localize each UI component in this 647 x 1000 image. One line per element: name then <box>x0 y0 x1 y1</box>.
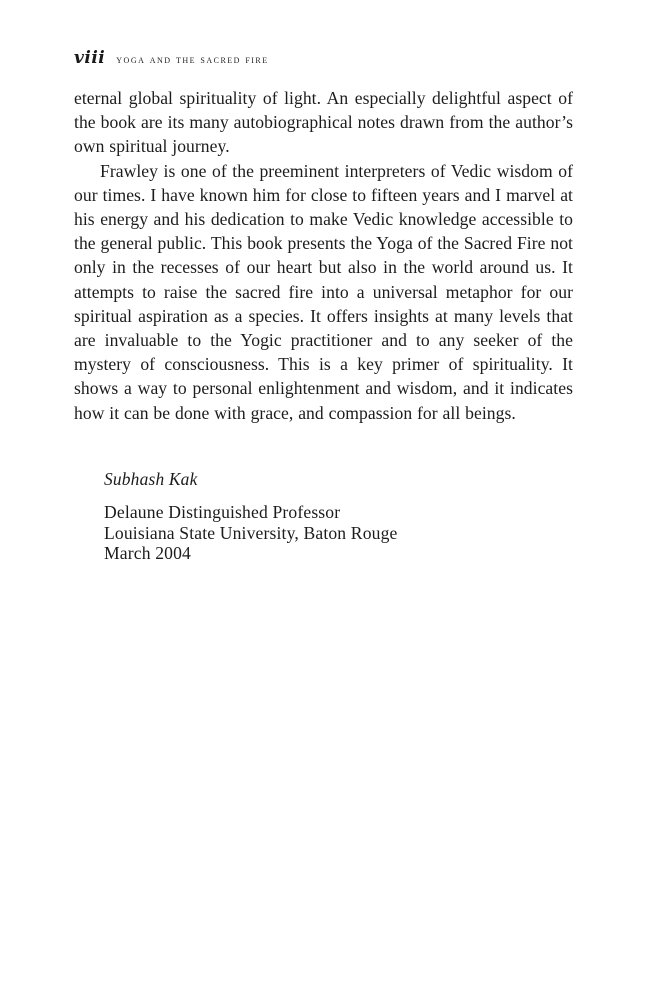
signature-line-title: Delaune Distinguished Professor <box>104 502 341 522</box>
signature-author-name: Subhash Kak <box>104 469 198 489</box>
paragraph-frawley: Frawley is one of the preeminent interpreters of Vedic wisdom of our times. I have known him for close to fifteen years and I marvel at his energy and his dedication to make Vedic knowledge accessible to the general public. This book presents the Yoga of the Sacred Fire not only in the recesses of our heart but also in the world around us. It attempts to raise the sacred fire into a universal metaphor for our spiritual aspiration as a species. It offers insights at many levels that are invaluable to the Yogic practitioner and to any seeker of the mystery of consciousness. This is a key primer of spirituality. It shows a way to personal enlightenment and wisdom, and it indicates how it can be done with grace, and compassion for all beings. <box>74 160 573 423</box>
paragraph-continued: eternal global spirituality of light. An especially delightful aspect of the book are its many autobiographical notes drawn from the author’s own spiritual journey. <box>74 88 573 157</box>
body-text-block <box>74 86 573 425</box>
running-head-title: yoga and the sacred fire <box>116 54 269 66</box>
signature-line-affiliation: Louisiana State University, Baton Rouge <box>104 522 398 543</box>
running-head <box>74 48 574 68</box>
signature-detail-list <box>104 502 534 564</box>
signature-line-date: March 2004 <box>104 543 192 564</box>
page-folio-number: viii <box>74 48 106 68</box>
signature-block <box>104 468 534 564</box>
